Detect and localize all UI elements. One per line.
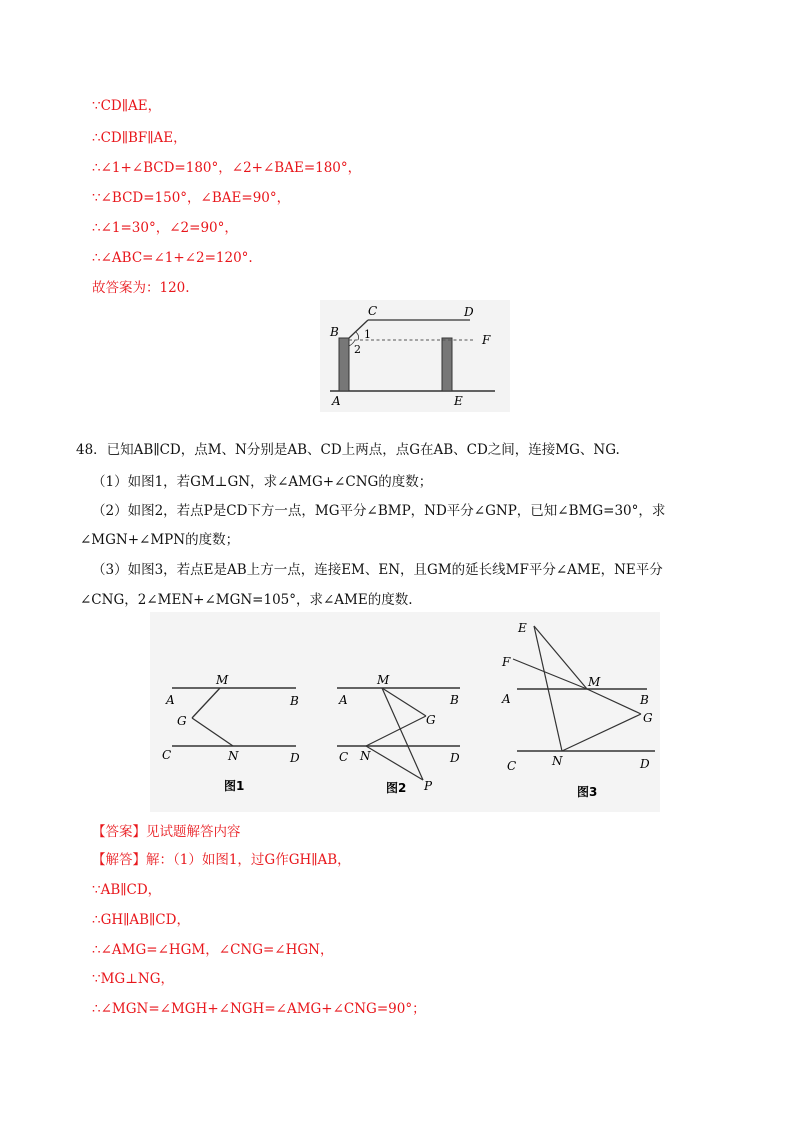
fig2-label-A: A: [339, 693, 348, 707]
fig1-caption: 图1: [224, 779, 245, 793]
fig1-label-C: C: [162, 748, 172, 762]
problem-48-part-1: （1）如图1，若GM⊥GN，求∠AMG+∠CNG的度数；: [92, 474, 433, 490]
gate-figure-svg: [320, 300, 510, 412]
fig1-label-B: B: [290, 694, 299, 708]
fig3-label-F: F: [502, 655, 511, 669]
fig3-label-B: B: [640, 693, 649, 707]
fig3-label-M: M: [588, 675, 601, 689]
answer-line-1: 【解答】解：（1）如图1，过G作GH∥AB，: [92, 852, 351, 868]
label-angle-2: 2: [354, 343, 361, 356]
figures-svg: [150, 612, 660, 812]
label-E: E: [454, 394, 463, 408]
answer-line-6: ∴∠MGN=∠MGH+∠NGH=∠AMG+∠CNG=90°；: [92, 1001, 426, 1017]
fig3-label-A: A: [502, 692, 511, 706]
problem-48-part-2-cont: ∠MGN+∠MPN的度数；: [80, 532, 240, 548]
answer-label: 【答案】见试题解答内容: [92, 824, 241, 840]
solution-answer-line: 故答案为：120.: [92, 280, 190, 296]
solution-line-2: ∴CD∥BF∥AE，: [92, 130, 187, 146]
fig1-label-M: M: [216, 673, 229, 687]
fig1-label-D: D: [290, 751, 300, 765]
fig3-label-D: D: [640, 757, 650, 771]
answer-line-4: ∴∠AMG=∠HGM，∠CNG=∠HGN，: [92, 942, 334, 958]
fig2-label-D: D: [450, 751, 460, 765]
gate-figure: [320, 300, 510, 412]
label-angle-1: 1: [364, 328, 371, 341]
fig3-label-G: G: [643, 711, 653, 725]
fig2-caption: 图2: [386, 781, 407, 795]
answer-line-5: ∵MG⊥NG，: [92, 971, 174, 987]
solution-line-6: ∴∠ABC=∠1+∠2=120°.: [92, 250, 253, 266]
problem-48-stem: 48．已知AB∥CD，点M、N分别是AB、CD上两点，点G在AB、CD之间，连接MG、NG.: [76, 442, 620, 458]
label-F: F: [482, 333, 491, 347]
fig3-label-E: E: [518, 621, 527, 635]
fig2-label-M: M: [377, 673, 390, 687]
solution-line-4: ∵∠BCD=150°，∠BAE=90°，: [92, 190, 291, 206]
label-D: D: [464, 305, 474, 319]
fig1-label-G: G: [177, 714, 187, 728]
solution-line-1: ∵CD∥AE，: [92, 98, 162, 114]
answer-line-3: ∴GH∥AB∥CD，: [92, 912, 190, 928]
label-B: B: [330, 325, 339, 339]
fig2-label-P: P: [424, 779, 433, 793]
fig3-label-N: N: [552, 754, 563, 768]
fig2-label-C: C: [339, 750, 349, 764]
right-post: [442, 338, 452, 391]
fig1-label-N: N: [228, 749, 239, 763]
problem-48-part-2: （2）如图2，若点P是CD下方一点，MG平分∠BMP，ND平分∠GNP，已知∠BMG=30°，求: [92, 503, 666, 519]
fig3-label-C: C: [507, 759, 517, 773]
answer-line-2: ∵AB∥CD，: [92, 882, 162, 898]
problem-48-part-3: （3）如图3，若点E是AB上方一点，连接EM、EN，且GM的延长线MF平分∠AME，NE平分: [92, 562, 663, 578]
label-A: A: [332, 394, 341, 408]
solution-line-3: ∴∠1+∠BCD=180°，∠2+∠BAE=180°，: [92, 160, 362, 176]
label-C: C: [368, 304, 378, 318]
left-post: [339, 338, 349, 391]
solution-line-5: ∴∠1=30°，∠2=90°，: [92, 220, 238, 236]
fig2-label-G: G: [426, 713, 436, 727]
fig2-label-B: B: [450, 693, 459, 707]
problem-48-part-3-cont: ∠CNG，2∠MEN+∠MGN=105°，求∠AME的度数.: [80, 592, 413, 608]
figures-panel: [150, 612, 660, 812]
fig2-label-N: N: [360, 749, 371, 763]
fig1-label-A: A: [166, 693, 175, 707]
fig3-caption: 图3: [577, 785, 598, 799]
